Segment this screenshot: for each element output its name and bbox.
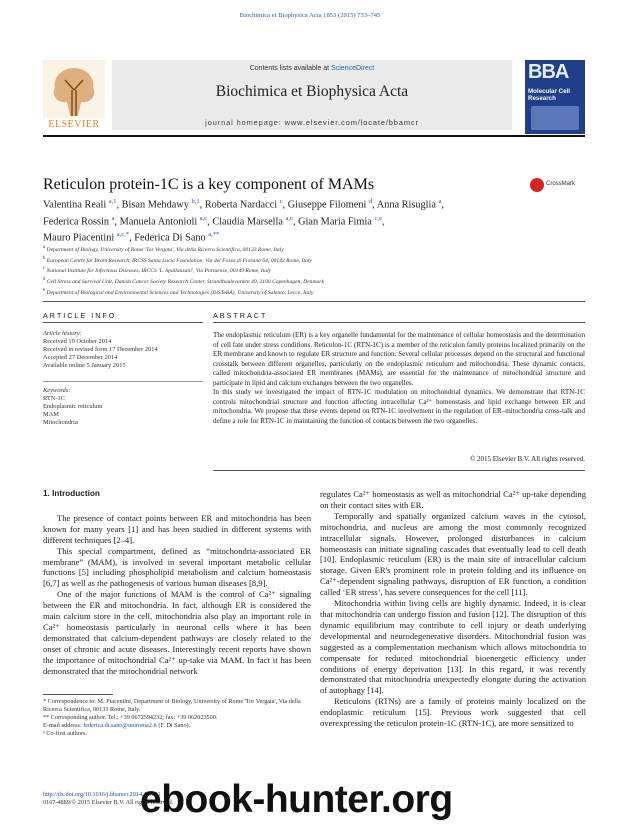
email-prefix: E-mail address:	[43, 722, 84, 729]
contents-prefix: Contents lists available at	[249, 65, 332, 72]
crossmark-label: CrossMark	[546, 181, 576, 187]
article-history	[43, 330, 203, 370]
cover-title: BBA	[528, 61, 569, 83]
body-paragraph: regulates Ca²⁺ homeostasis as well as mitochondrial Ca²⁺ up-take depending on their contact sites with ER.	[320, 489, 586, 510]
journal-homepage	[112, 118, 512, 127]
history-item: Available online 5 January 2015	[43, 361, 126, 369]
keyword: Mitochondria	[43, 419, 78, 426]
contents-line	[112, 65, 512, 72]
keywords-rule	[43, 381, 203, 382]
elsevier-tree-icon	[43, 60, 105, 118]
body-column-left	[43, 489, 311, 677]
abstract-body	[213, 331, 585, 426]
journal-cover[interactable]	[525, 60, 585, 134]
keyword: MAM	[43, 411, 59, 418]
journal-citation[interactable]: Biochimica et Biophysica Acta 1853 (2015) 733–745	[239, 12, 381, 19]
footnote: * Correspondence to: M. Piacentini, Department of Biology, University of Rome 'Tor Vergata', Via della Ricerca Scientifica, 00133 Rome, Italy.	[43, 698, 301, 713]
email-suffix: (F. Di Sano).	[156, 722, 191, 729]
cover-image	[531, 106, 579, 130]
issn-line: 0167-4889/© 2015 Elsevier B.V. All rights reserved.	[43, 798, 174, 806]
elsevier-wordmark: ELSEVIER	[48, 119, 100, 130]
crossmark-badge[interactable]	[530, 178, 586, 194]
homepage-prefix: journal homepage:	[205, 118, 285, 127]
affiliation: $^a$ Department of Biology, University of Rome 'Tor Vergata', Via della Ricerca Scientifica, 00133 Rome, Italy	[43, 245, 284, 253]
section-rule	[43, 301, 585, 302]
journal-title: Biochimica et Biophysica Acta	[215, 83, 409, 100]
article-info-rule	[43, 322, 203, 323]
email-link[interactable]: federica.di.sano@uniroma2.it	[83, 722, 157, 729]
body-paragraph: Reticulons (RTNs) are a family of proteins mainly localized on the endoplasmic reticulum [15]. Previous work suggested that cell overexpressing the reticulon protein-1C (RTN-1C), are more sensitized to	[320, 696, 586, 729]
elsevier-logo	[43, 60, 105, 132]
history-item: Accepted 27 December 2014	[43, 353, 118, 361]
article-info-heading: ARTICLE INFO	[43, 311, 117, 320]
body-paragraph: Mitochondria within living cells are highly dynamic. Indeed, it is clear that mitochondria can undergo fission and fusion [12]. The disruption of this dynamic equilibrium may contribute to cell injury or death underlying developmental and neurodegenerative disorders. Mitochondrial fusion was suggested as a complementation mechanism which allows mitochondria to compensate for reduced mitochondrial bioenergetic efficiency under conditions of energy deprivation [13]. In this regard, it was recently demonstrated that mitochondria unexpectedly elongate during the activation of autophagy [14].	[320, 598, 586, 696]
body-paragraph: This special compartment, defined as “mitochondria-associated ER membrane” (MAM), is involved in several important metabolic cellular functions [5] including phospholipid metabolism and calcium homeostasis [6,7] as well as the pathogenesis of various human diseases [8,9].	[43, 545, 311, 589]
keyword: Endoplasmic reticulum	[43, 403, 103, 410]
history-label: Article history:	[43, 330, 82, 337]
footnotes	[43, 698, 311, 738]
affiliation-list	[43, 244, 583, 297]
affiliation: $^d$ Cell Stress and Survival Unit, Danish Cancer Society Research Center, Strandboulevarden 49, 2100 Copenhagen, Denmark	[43, 276, 324, 285]
keywords-label: Keywords:	[43, 387, 71, 394]
abstract-heading: ABSTRACT	[213, 311, 268, 320]
history-item: Received 19 October 2014	[43, 337, 112, 345]
footnote-email	[43, 722, 311, 730]
doi-link[interactable]: http://dx.doi.org/10.1016/j.bbamcr.2014.12.031	[43, 791, 161, 798]
abstract-rule	[213, 322, 585, 323]
abstract-paragraph: The endoplasmic reticulum (ER) is a key organelle fundamental for the maintenance of cellular homeostasis and the determination of cell fate under stress conditions. Reticulon-1C (RTN-1C) is a member of the reticulon family proteins localized primarily on the ER membrane and known to regulate ER structure and function. Several cellular processes depend on the structural and functional crosstalk between different organelles, particularly on the endoplasmic reticulum and mitochondria. These dynamic contacts, called mitochondria-associated ER membranes (MAMs), are essential for the maintenance of mitochondrial structure and participate in lipid and calcium exchanges between the two organelles.	[213, 331, 585, 387]
affiliation: $^c$ National Institute for Infectious Diseases, IRCCS 'L. Spallanzani', Via Portuense, 00149 Rome, Italy	[43, 266, 272, 275]
homepage-url[interactable]: www.elsevier.com/locate/bbamcr	[284, 118, 419, 127]
watermark: ebook-hunter.org	[140, 778, 453, 821]
sciencedirect-link[interactable]: ScienceDirect	[331, 65, 375, 72]
footnote: ¹ Co-first authors.	[43, 730, 87, 737]
author-list: Valentina Reali $^{a,1}$, Bisan Mehdawy $^{b,1}$, Roberta Nardacci $^c$, Giuseppe Filomeni $^d$, Anna Risuglia $^a$, Federica Rossin $^a$, Manuela Antonioli $^{a,c}$, Claudia Marsella $^{a,c}$, Gian Maria Fimia $^{c,e}$, Mauro Piacentini $^{a,c,*}$, Federica Di Sano $^{a,**}$	[43, 198, 444, 244]
affiliation: $^e$ Department of Biological and Environmental Sciences and Technologies (DiSTeBA), University of Salento, Lecce, Italy	[43, 287, 314, 296]
body-paragraph: One of the major functions of MAM is the control of Ca²⁺ signaling between the ER and mitochondria. In fact, although ER is considered the main calcium store in the cell, mitochondria also play an important role in Ca²⁺ homeostasis particularly in neuronal cells where it has been demonstrated that calcium-dependent pathways are closely related to the onset of chronic and acute diseases. Interestingly recent reports have shown the importance of mitochondrial Ca²⁺ up-take via MAM. In fact it has been demonstrated that the mitochondrial network	[43, 589, 311, 676]
footnote: ** Corresponding author. Tel.: +39 0672594232; fax: +39 062023500.	[43, 714, 218, 721]
footnote-rule	[43, 694, 113, 695]
crossmark-icon	[530, 178, 544, 192]
keywords	[43, 387, 203, 427]
abstract-paragraph: In this study we investigated the impact of RTN-1C modulation on mitochondrial dynamics. We demonstrate that RTN-1C controls mitochondrial structure and function affecting intracellular Ca²⁺ homeostasis and lipid exchange between ER and mitochondria. We propose that these events depend on RTN-1C involvement in the regulation of ER–mitochondria cross-talk and define a role for RTN-1C in maintaining the function of contacts between the two organelles.	[213, 388, 585, 425]
keyword: RTN-1C	[43, 395, 65, 402]
copyright: © 2015 Elsevier B.V. All rights reserved.	[469, 455, 585, 463]
abstract-end-rule	[213, 470, 585, 471]
body-column-right	[320, 489, 586, 729]
cover-subtitle: Molecular Cell Research	[528, 88, 570, 102]
affiliation: $^b$ European Centre for Brain Research, IRCSS Santa Lucia Foundation, Via del Fosso di Fiorano 64, 00143 Rome, Italy	[43, 255, 312, 264]
body-paragraph: The presence of contact points between ER and mitochondria has been known for many years [1] and has been studied in different systems with different techniques [2–4].	[43, 512, 311, 545]
history-item: Received in revised form 17 December 2014	[43, 345, 158, 353]
article-title: Reticulon protein-1C is a key component of MAMs	[43, 176, 375, 193]
header-rule	[43, 135, 585, 137]
section-heading: 1. Introduction	[43, 489, 100, 498]
body-paragraph: Temporally and spatially organized calcium waves in the cytosol, mitochondria, and nucleus are among the most commonly recognized intracellular signals. However, prolonged disturbances in calcium homeostasis can initiate signaling cascades that eventually lead to cell death [10]. Endoplasmic reticulum (ER) is the main site of intracellular calcium storage. Given ER's prominent role in protein folding and its influence on Ca²⁺-dependent signaling pathways, disruption of ER function, a condition called ‘ER stress’, has severe consequences for the cell [11].	[320, 510, 586, 598]
